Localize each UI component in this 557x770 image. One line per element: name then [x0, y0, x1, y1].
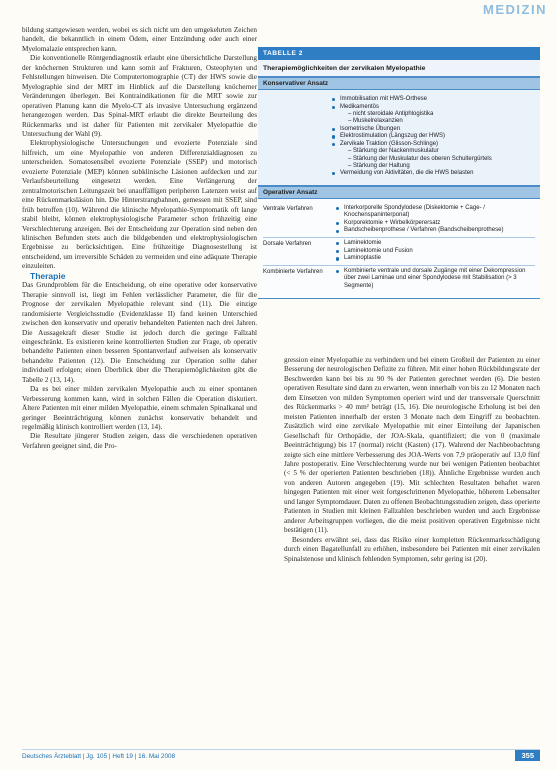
table-list-item: Medikamentös – nicht steroidale Antiphlogistika – Muskelrelaxanzien [331, 104, 535, 126]
body-paragraph: Die konventionelle Röntgendiagnostik erlaubt eine übersichtliche Darstellung der knöchernen Strukturen und kann somit auf Frakturen, Osteophyten und Fehlstellungen hinweisen. Die Computertomographie (CT) der HWS sowie die Myelographie sind der MRT im Hinblick auf die Darstellung knöcherner Veränderungen überlegen. Bei Kontraindikationen für die MRT sowie zur operativen Planung kann die Myelo-CT als invasive Untersuchung ergänzend herangezogen werden. Das Spinal-MRT erlaubt die direkte Beurteilung des Rückenmarks und ist daher für Patienten mit zervikaler Myelopathie die Untersuchung der Wahl (9). [22, 54, 257, 138]
table-row-label: Dorsale Verfahren [263, 240, 312, 247]
table-list-item: Vermeidung von Aktivitäten, die die HWS belasten [331, 170, 535, 178]
table-sub-item: – Muskelrelaxanzien [348, 118, 403, 125]
table-sub-item: – Stärkung der Muskulatur des oberen Schultergürtels [348, 155, 492, 162]
table-list-item: Immobilisation mit HWS-Orthese [331, 96, 535, 104]
body-paragraph: Besonders erwähnt sei, dass das Risiko einer kompletten Rückenmarksschädigung durch einen Bagatellunfall zu erhöhen, insbesondere bei Patienten mit einer zervikalen Spinalstenose und klinisch fehlenden Symptomen, sehr gering ist (20). [284, 535, 540, 563]
table-row [263, 203, 535, 237]
section-heading-therapy: Therapie [30, 270, 66, 281]
table-list-item: Interkorporelle Spondylodese (Diskektomie + Cage- / Knochenspaninterponat) [335, 205, 535, 220]
body-paragraph: Elektrophysiologische Untersuchungen und evozierte Potenziale sind hilfreich, um eine Myelopathie von anderen Differenzialdiagnosen zu unterscheiden. Somatosensibel evozierte Potenziale (SSEP) und motorisch evozierte Potenziale (MEP) können subklinische Läsionen aufdecken und zur Verlaufsbeurteilung eingesetzt werden. Eine Verlängerung der zentralmotorischen Leitungszeit bei unauffälligen peripheren Latenzen weist auf eine Rückenmarksläsion hin. Die Hinterstrangbahnen, gemessen mit SSEP, sind früh betroffen (10). Während die klinische Myelopathie-Symptomatik oft lange stabil bleibt, können elektrophysiologische Parameter schon frühzeitig eine Verschlechterung anzeigen. Bei der Entscheidung zur Operation sind neben den klinischen Befunden stets auch die bildgebenden und elektrophysiologischen Ergebnisse zu berücksichtigen. Eine frühzeitige Diagnosestellung ist entscheidend, um irreversible Schäden zu vermeiden und eine adäquate Therapie einzuleiten. [22, 139, 257, 271]
table-list-item: Isometrische Übungen [331, 126, 535, 134]
table-list-item: Laminektomie und Fusion [335, 248, 535, 256]
table-section-heading: Konservativer Ansatz [258, 77, 540, 90]
table-list-item: Korporektomie + Wirbelkörperersatz [335, 220, 535, 228]
table-title: Therapiemöglichkeiten der zervikalen Myelopathie [258, 60, 540, 77]
table-label: TABELLE 2 [258, 47, 540, 60]
table-sub-item: – nicht steroidale Antiphlogistika [348, 111, 434, 118]
body-paragraph: gression einer Myelopathie zu verhindern und bei einem Großteil der Patienten zu einer Besserung der neurologischen Defizite zu führen. Mit einer hohen Rückbildungsrate der Beschwerden kann bei bis zu 90 % der Patienten gerechnet werden (6). Die besten operativen Resultate sind dann zu erwarten, wenn innerhalb von bis zu 12 Monaten nach dem Einsetzen von milden Symptomen operiert wird und der transversale Querschnitt des Rückenmarks > 40 mm² beträgt (15, 16). Die neurologische Erholung ist bei den meisten Patienten innerhalb der ersten 3 Monate nach dem Eingriff zu beobachten. Zusätzlich wird eine zervikale Myelopathie mit einer Einteilung der Japanischen Gesellschaft für Orthopädie, der JOA-Skala, quantifiziert; die von 0 (maximale Beeinträchtigung) bis 17 (normal) reicht (Kasten) (17). Wahrend der Nachbeobachtung zeigte sich eine mittlere Verbesserung des JOA-Werts von 7,9 präoperativ auf 13,0 fünf Jahre postoperativ. Eine Verschlechterung wurde nur bei wenigen Patienten beobachtet (< 5 % der operierten Patienten beschrieben (18)). Ähnliche Ergebnisse wurden auch von anderen Autoren angegeben (19). Mit schlechten Resultaten behaftet waren hingegen Patienten mit einer weit fortgeschrittenen Myelopathie, höherem Lebensalter und langer Symptomdauer. Daten zu offenen Beobachtungsstudien zeigen, dass operierte Patienten in Studien mit kleinen Fallzahlen beschrieben wurden und auch Ergebnisse anderer Arbeitsgruppen vorliegen, die die meist positiven operativen Ergebnisse nicht bestätigen (11). [284, 356, 540, 535]
body-paragraph: Da es bei einer milden zervikalen Myelopathie auch zu einer spontanen Verbesserung kommen kann, wird in solchen Fällen die Operation diskutiert. Ältere Patienten mit einer milden Myelopathie, einem schmalen Spinalkanal und geringer Beeinträchtigung können zunächst konservativ behandelt und regelmäßig klinisch kontrolliert werden (13, 14). [22, 385, 257, 432]
therapy-table [258, 47, 540, 299]
journal-citation: Deutsches Ärzteblatt | Jg. 105 | Heft 19 | 16. Mai 2008 [22, 753, 176, 760]
table-list-item: Elektrostimulation (Längszug der HWS) [331, 133, 535, 141]
left-column [22, 26, 257, 451]
table-row [263, 265, 535, 293]
table-row [263, 237, 535, 265]
table-section-heading: Operativer Ansatz [258, 186, 540, 199]
page-number: 355 [515, 750, 540, 761]
table-list-item: Laminektomie [335, 240, 535, 248]
table-row-label: Kombinierte Verfahren [263, 268, 323, 275]
body-paragraph: Die Resultate jüngerer Studien zeigen, dass die verschiedenen operativen Verfahren geeignet sind, die Pro- [22, 432, 257, 450]
table-list-item: Kombinierte ventrale und dorsale Zugänge mit einer Dekompression über zwei Laminae und einer Spondylodese mit Stabilisation (> 3 Segmente) [335, 268, 535, 291]
table-list-item: Laminoplastie [335, 255, 535, 263]
table-list-item: Zervikale Traktion (Glisson-Schlinge) – Stärkung der Nackenmuskulatur – Stärkung der Muskulatur des oberen Schultergürtels – Stärkung der Haltung [331, 141, 535, 170]
table-sub-item: – Stärkung der Haltung [348, 162, 410, 169]
table-row-label: Ventrale Verfahren [263, 205, 313, 212]
page-footer [22, 749, 540, 764]
body-paragraph: Das Grundproblem für die Entscheidung, ob eine operative oder konservative Therapie sinnvoll ist, liegt im Fehlen verlässlicher Parameter, die für die Prognose der zervikalen Myelopathie relevant sind (11). Die einzige randomisierte Vergleichsstudie (Evidenzklasse II) fand keinen Unterschied zwischen den konservativ und operativ behandelten Patienten nach drei Jahren. Die Aussagekraft dieser Studie ist jedoch durch die geringe Fallzahl eingeschränkt. Es existieren keine kontrollierten Studien zur Frage, ob operativ behandelte Patienten einen besseren Spontanverlauf aufweisen als konservativ behandelte Patienten (12). Die Entscheidung zur Operation sollte daher individuell erfolgen; einen Überblick über die Therapiemöglichkeiten gibt die Tabelle 2 (13, 14). [22, 281, 257, 384]
page-header [0, 0, 557, 20]
table-section-conservative [258, 90, 540, 186]
section-label: MEDIZIN [483, 2, 547, 17]
table-section-operative [258, 199, 540, 299]
body-paragraph: bildung stattgewiesen werden, wobei es sich nicht um den umgekehrten Zeichen handelt, die bekanntlich in einem Ödem, einer Entzündung oder auch einer Myelomalazie entsprechen kann. [22, 26, 257, 53]
right-column [284, 356, 540, 564]
table-row [263, 94, 535, 180]
table-sub-item: – Stärkung der Nackenmuskulatur [348, 148, 439, 155]
table-list-item: Bandscheibenprothese / Verfahren (Bandscheibenprothese) [335, 227, 535, 235]
